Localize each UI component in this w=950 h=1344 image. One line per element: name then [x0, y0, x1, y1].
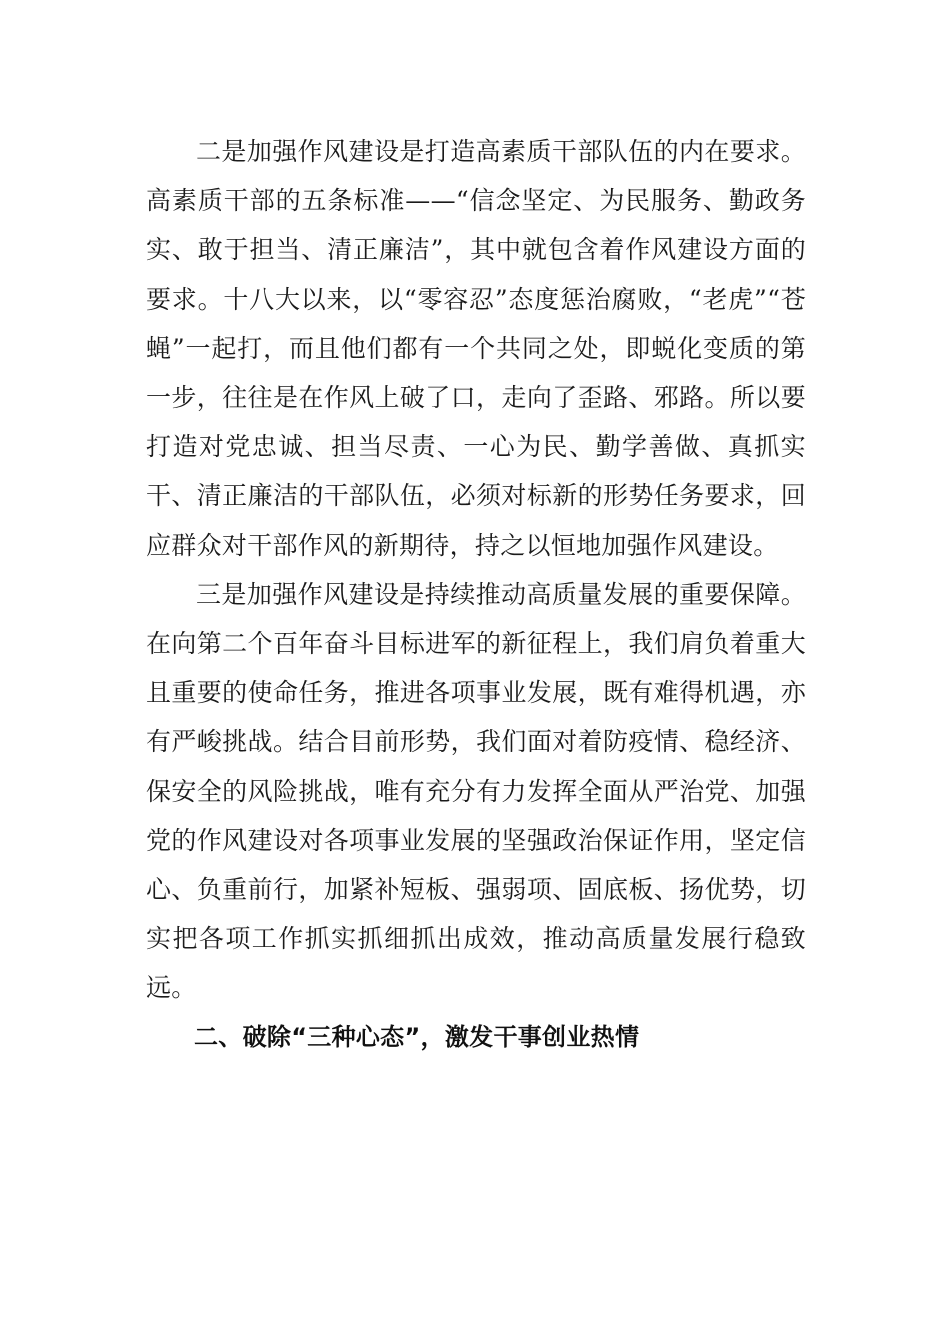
paragraph-third-point: 三是加强作风建设是持续推动高质量发展的重要保障。在向第二个百年奋斗目标进军的新征程上，我们肩负着重大且重要的使命任务，推进各项事业发展，既有难得机遇，亦有严峻挑战。结合目前形势，我们面对着防疫情、稳经济、保安全的风险挑战，唯有充分有力发挥全面从严治党、加强党的作风建设对各项事业发展的坚强政治保证作用，坚定信心、负重前行，加紧补短板、强弱项、固底板、扬优势，切实把各项工作抓实抓细抓出成效，推动高质量发展行稳致远。: [146, 579, 806, 1003]
section-heading: 二、破除“三种心态”，激发干事创业热情: [194, 1022, 640, 1051]
paragraph-second-point: 二是加强作风建设是打造高素质干部队伍的内在要求。高素质干部的五条标准——“信念坚定、为民服务、勤政务实、敢于担当、清正廉洁”，其中就包含着作风建设方面的要求。十八大以来，以“零容忍”态度惩治腐败，“老虎”“苍蝇”一起打，而且他们都有一个共同之处，即蜕化变质的第一步，往往是在作风上破了口，走向了歪路、邪路。所以要打造对党忠诚、担当尽责、一心为民、勤学善做、真抓实干、清正廉洁的干部队伍，必须对标新的形势任务要求，回应群众对干部作风的新期待，持之以恒地加强作风建设。: [146, 137, 806, 560]
document-body: [146, 127, 806, 1062]
